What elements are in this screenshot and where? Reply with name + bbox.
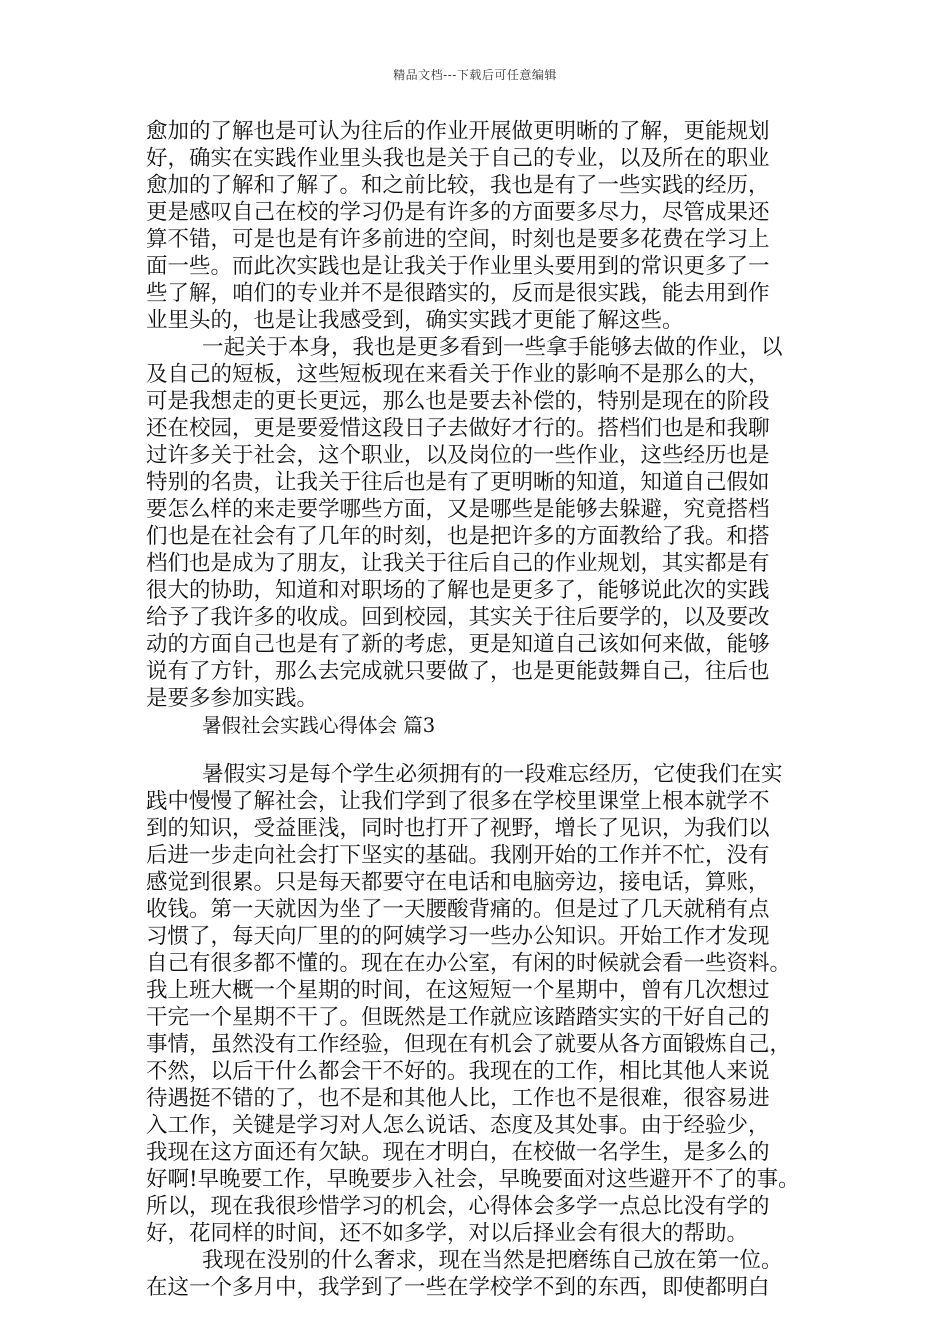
text-line: 入工作，关键是学习对人怎么说话、态度及其处事。由于经验少， bbox=[146, 1113, 770, 1138]
text-line: 我现在没别的什么奢求，现在当然是把磨练自己放在第一位。 bbox=[202, 1248, 783, 1273]
text-line: 业里头的，也是让我感受到，确实实践才更能了解这些。 bbox=[146, 308, 684, 333]
document-body bbox=[146, 118, 816, 1301]
text-line: 待遇挺不错的了，也不是和其他人比，工作也不是很难，很容易进 bbox=[146, 1086, 770, 1111]
text-line: 愈加的了解也是可认为往后的作业开展做更明晰的了解，更能规划 bbox=[146, 119, 770, 144]
text-line: 还在校园，更是要爱惜这段日子去做好才行的。搭档们也是和我聊 bbox=[146, 416, 770, 441]
text-line: 动的方面自己也是有了新的考虑，更是知道自己该如何来做，能够 bbox=[146, 632, 770, 657]
text-line: 好啊!早晚要工作，早晚要步入社会，早晚要面对这些避开不了的事。 bbox=[146, 1167, 800, 1192]
paragraph bbox=[146, 334, 816, 712]
text-line: 习惯了，每天向厂里的的阿姨学习一些办公知识。开始工作才发现 bbox=[146, 924, 770, 949]
text-line: 践中慢慢了解社会，让我们学到了很多在学校里课堂上根本就学不 bbox=[146, 789, 770, 814]
text-line: 给予了我许多的收成。回到校园，其实关于往后要学的，以及要改 bbox=[146, 605, 770, 630]
text-line: 更是感叹自己在校的学习仍是有许多的方面要多尽力，尽管成果还 bbox=[146, 200, 770, 225]
paragraph-group-after-title bbox=[146, 761, 816, 1301]
text-line: 在这一个多月中，我学到了一些在学校学不到的东西，即使都明白 bbox=[146, 1275, 770, 1300]
text-line: 我上班大概一个星期的时间，在这短短一个星期中，曾有几次想过 bbox=[146, 978, 770, 1003]
text-line: 特别的名贵，让我关于往后也是有了更明晰的知道，知道自己假如 bbox=[146, 470, 770, 495]
text-line: 感觉到很累。只是每天都要守在电话和电脑旁边，接电话，算账， bbox=[146, 870, 770, 895]
paragraph bbox=[146, 1247, 816, 1301]
text-line: 可是我想走的更长更远，那么也是要去补偿的，特别是现在的阶段 bbox=[146, 389, 770, 414]
text-line: 后进一步走向社会打下坚实的基础。我刚开始的工作并不忙，没有 bbox=[146, 843, 770, 868]
text-line: 好，花同样的时间，还不如多学，对以后择业会有很大的帮助。 bbox=[146, 1221, 749, 1246]
text-line: 愈加的了解和了解了。和之前比较，我也是有了一些实践的经历， bbox=[146, 173, 770, 198]
paragraph bbox=[146, 761, 816, 1247]
text-line: 我现在这方面还有欠缺。现在才明白，在校做一名学生，是多么的 bbox=[146, 1140, 770, 1165]
text-line: 些了解，咱们的专业并不是很踏实的，反而是很实践，能去用到作 bbox=[146, 281, 770, 306]
text-line: 所以，现在我很珍惜学习的机会，心得体会多学一点总比没有学的 bbox=[146, 1194, 770, 1219]
text-line: 很大的协助，知道和对职场的了解也是更多了，能够说此次的实践 bbox=[146, 578, 770, 603]
text-line: 好，确实在实践作业里头我也是关于自己的专业，以及所在的职业 bbox=[146, 146, 770, 171]
paragraph-group-before-title bbox=[146, 118, 816, 712]
text-line: 面一些。而此次实践也是让我关于作业里头要用到的常识更多了一 bbox=[146, 254, 770, 279]
text-line: 及自己的短板，这些短板现在来看关于作业的影响不是那么的大， bbox=[146, 362, 770, 387]
text-line: 们也是在社会有了几年的时刻，也是把许多的方面教给了我。和搭 bbox=[146, 524, 770, 549]
text-line: 收钱。第一天就因为坐了一天腰酸背痛的。但是过了几天就稍有点 bbox=[146, 897, 770, 922]
text-line: 要怎么样的来走要学哪些方面，又是哪些是能够去躲避，究竟搭档 bbox=[146, 497, 770, 522]
text-line: 暑假实习是每个学生必须拥有的一段难忘经历，它使我们在实 bbox=[202, 762, 783, 787]
paragraph bbox=[146, 118, 816, 334]
text-line: 到的知识，受益匪浅，同时也打开了视野，增长了见识，为我们以 bbox=[146, 816, 770, 841]
text-line: 是要多参加实践。 bbox=[146, 686, 319, 711]
section-title: 暑假社会实践心得体会 篇3 bbox=[202, 714, 436, 737]
text-line: 说有了方针，那么去完成就只要做了，也是更能鼓舞自己，往后也 bbox=[146, 659, 770, 684]
section-spacer bbox=[146, 739, 816, 761]
text-line: 算不错，可是也是有许多前进的空间，时刻也是要多花费在学习上 bbox=[146, 227, 770, 252]
text-line: 过许多关于社会，这个职业，以及岗位的一些作业，这些经历也是 bbox=[146, 443, 770, 468]
text-line: 不然，以后干什么都会干不好的。我现在的工作，相比其他人来说 bbox=[146, 1059, 770, 1084]
page-header: 精品文档---下载后可任意编辑 bbox=[393, 68, 557, 82]
text-line: 一起关于本身，我也是更多看到一些拿手能够去做的作业，以 bbox=[202, 335, 783, 360]
text-line: 干完一个星期不干了。但既然是工作就应该踏踏实实的干好自己的 bbox=[146, 1005, 770, 1030]
text-line: 自己有很多都不懂的。现在在办公室，有闲的时候就会看一些资料。 bbox=[146, 951, 792, 976]
text-line: 档们也是成为了朋友，让我关于往后自己的作业规划，其实都是有 bbox=[146, 551, 770, 576]
text-line: 事情，虽然没有工作经验，但现在有机会了就要从各方面锻炼自己， bbox=[146, 1032, 792, 1057]
